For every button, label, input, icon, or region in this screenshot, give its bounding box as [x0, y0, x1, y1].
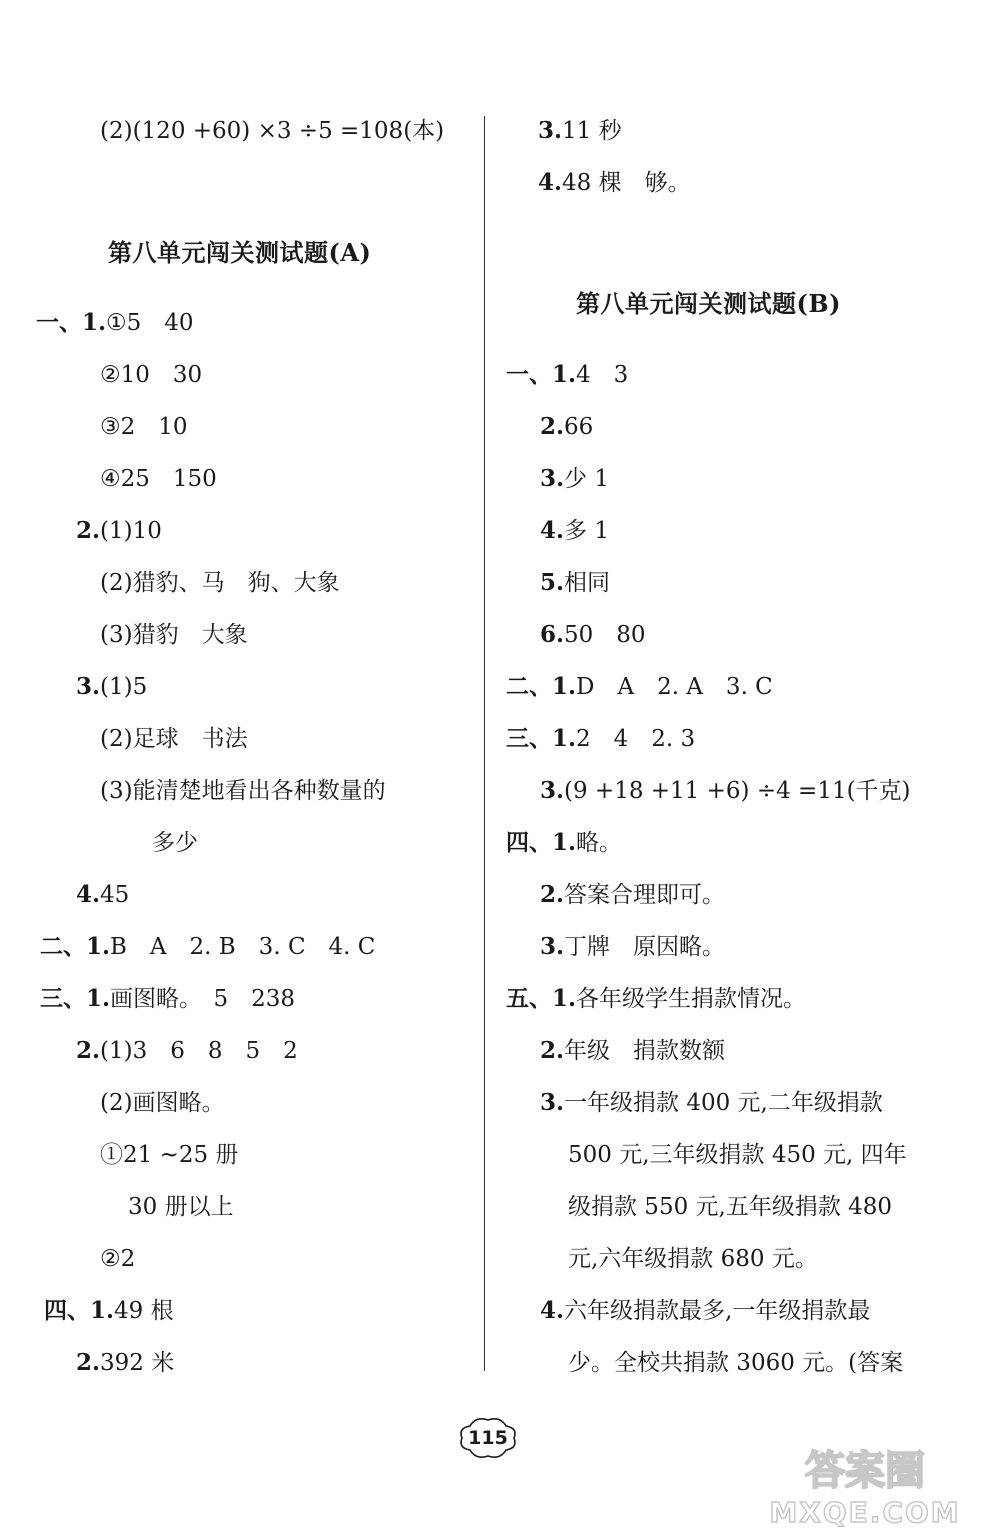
answer-line: 3.一年级捐款 400 元,二年级捐款: [540, 1089, 883, 1116]
answer-line: (2)足球 书法: [100, 726, 248, 752]
answer-line: 2.392 米: [76, 1349, 175, 1376]
answer-line: 四、1.49 根: [44, 1297, 174, 1324]
page-number: 115: [468, 1427, 508, 1449]
answer-line: 一、1.①5 40: [36, 309, 194, 336]
answer-line: 3.丁牌 原因略。: [540, 933, 726, 960]
answer-line: 三、1.画图略。 5 238: [40, 985, 296, 1012]
answer-line: 级捐款 550 元,五年级捐款 480: [568, 1194, 893, 1220]
answer-line: (2)猎豹、马 狗、大象: [100, 570, 340, 596]
answer-line: (2)(120 +60) ×3 ÷5 =108(本): [100, 118, 445, 144]
answer-line: 3.少 1: [540, 465, 609, 492]
answer-line: 30 册以上: [128, 1194, 234, 1220]
answer-line: ②2: [100, 1246, 136, 1272]
answer-line: 五、1.各年级学生捐款情况。: [506, 985, 807, 1012]
answer-line: 四、1.略。: [506, 829, 623, 856]
answer-line: 多少: [152, 830, 198, 856]
answer-line: 2.(1)10: [76, 517, 162, 544]
section-heading-a: 第八单元闯关测试题(A): [108, 238, 372, 267]
answer-line: 4.48 棵 够。: [538, 169, 691, 196]
answer-line: 2.66: [540, 413, 594, 440]
answer-line: 少。全校共捐款 3060 元。(答案: [568, 1350, 904, 1376]
column-divider: [484, 116, 485, 1371]
answer-line: (2)画图略。: [100, 1090, 225, 1116]
svg-text:答案圈: 答案圈: [805, 1448, 925, 1494]
answer-line: 3.(9 +18 +11 +6) ÷4 =11(千克): [540, 777, 911, 804]
answer-line: 500 元,三年级捐款 450 元, 四年: [568, 1142, 907, 1168]
answer-line: 二、1.B A 2. B 3. C 4. C: [40, 933, 376, 960]
answer-line: (3)猎豹 大象: [100, 622, 248, 648]
answer-line: ④25 150: [100, 466, 217, 492]
answer-line: 2.答案合理即可。: [540, 881, 726, 908]
answer-line: 3.(1)5: [76, 673, 148, 700]
answer-line: 二、1.D A 2. A 3. C: [506, 673, 773, 700]
answer-line: 4.多 1: [540, 517, 609, 544]
answer-line: 2.(1)3 6 8 5 2: [76, 1037, 298, 1064]
svg-text:MXQE.COM: MXQE.COM: [769, 1496, 961, 1529]
answer-line: 三、1.2 4 2. 3: [506, 725, 696, 752]
answer-line: 4.45: [76, 881, 130, 908]
answer-line: ②10 30: [100, 362, 203, 388]
watermark-logo: [740, 1438, 990, 1530]
answer-line: 元,六年级捐款 680 元。: [568, 1246, 818, 1272]
answer-line: 5.相同: [540, 569, 611, 596]
answer-line: ①21 ~25 册: [100, 1142, 239, 1168]
page-number-badge: [456, 1414, 520, 1462]
answer-line: 一、1.4 3: [506, 361, 629, 388]
section-heading-b: 第八单元闯关测试题(B): [576, 289, 841, 318]
answer-line: ③2 10: [100, 414, 188, 440]
answer-line: 2.年级 捐款数额: [540, 1037, 726, 1064]
answer-line: (3)能清楚地看出各种数量的: [100, 778, 386, 804]
answer-line: 6.50 80: [540, 621, 646, 648]
answer-line: 4.六年级捐款最多,一年级捐款最: [540, 1297, 871, 1324]
answer-line: 3.11 秒: [538, 117, 622, 144]
